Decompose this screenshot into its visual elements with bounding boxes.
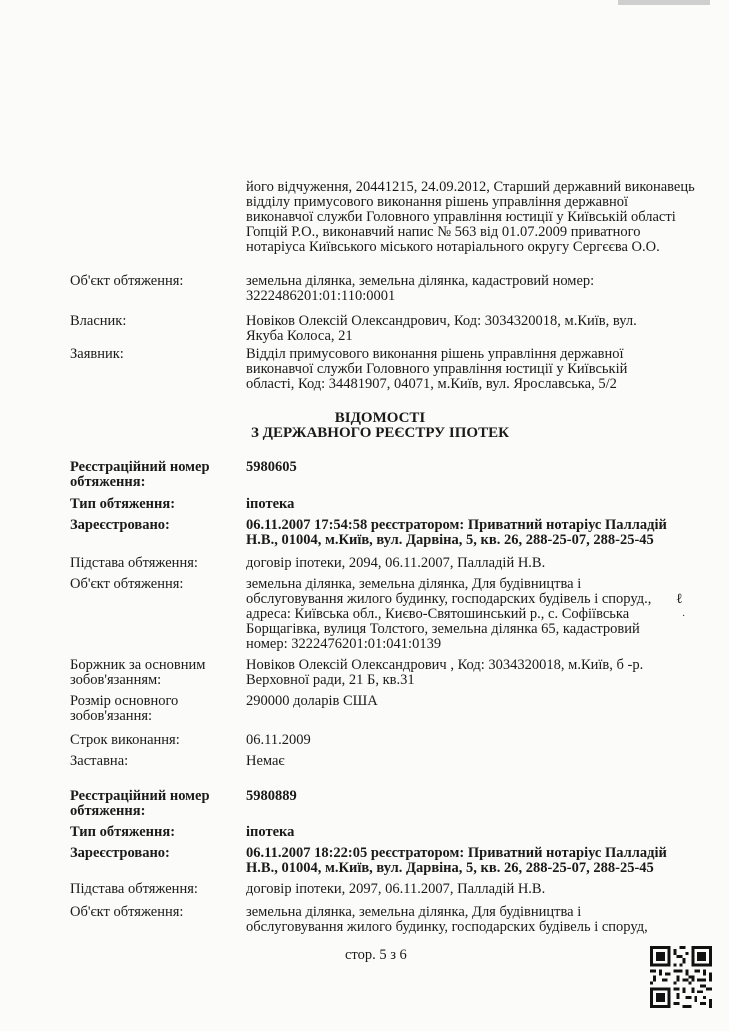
rec1-amount-value: 290000 доларів США [246,693,378,709]
scan-mark [618,0,710,5]
rec1-term-label: Строк виконання: [70,732,180,748]
intro-text: його відчуження, 20441215, 24.09.2012, Старший державний виконавець відділу примусового виконання рішень управління державної виконавчої служби Головного управління юстиції у Київській області Гопцій Р.О., виконавчий напис № 563 від 01.07.2009 приватного нотаріуса Київського міського нотаріального округу Сергєєва О.О. [246,179,695,255]
prev-applicant-label: Заявник: [70,346,124,362]
prev-applicant-value: Відділ примусового виконання рішень управління державної виконавчої служби Головного управління юстиції у Київській області, Код: 34481907, 04071, м.Київ, вул. Ярославська, 5/2 [246,346,628,392]
rec1-pledge-value: Немає [246,753,285,769]
rec1-basis-value: договір іпотеки, 2094, 06.11.2007, Палладій Н.В. [246,555,546,571]
rec2-type-value: іпотека [246,824,295,840]
rec1-reg-value: 5980605 [246,459,297,475]
prev-object-label: Об'єкт обтяження: [70,273,184,289]
rec2-type-label: Тип обтяження: [70,824,176,840]
handwritten-mark: ℓ [676,592,683,607]
prev-owner-label: Власник: [70,313,127,329]
rec1-debtor-label: Боржник за основним зобов'язанням: [70,657,206,688]
qr-code-icon [650,946,712,1008]
rec2-registered-value: 06.11.2007 18:22:05 реєстратором: Приватний нотаріус Палладій Н.В., 01004, м.Київ, вул. Дарвіна, 5, кв. 26, 288-25-07, 288-25-45 [246,845,667,876]
rec1-debtor-value: Новіков Олексій Олександрович , Код: 3034320018, м.Київ, б -р. Верховної ради, 21 Б, кв.31 [246,657,644,688]
rec1-amount-label: Розмір основного зобов'язання: [70,693,179,724]
rec2-registered-label: Зареєстровано: [70,845,170,861]
rec2-reg-label: Реєстраційний номер обтяження: [70,788,210,819]
rec1-registered-label: Зареєстровано: [70,517,170,533]
rec1-type-value: іпотека [246,496,295,512]
rec2-object-label: Об'єкт обтяження: [70,904,184,920]
rec1-object-value: земельна ділянка, земельна ділянка, Для будівництва і обслуговування жилого будинку, господарских будівель і споруд., адреса: Київська обл., Києво-Святошинський р., с. Софіївська Борщагівка, вулиця Толстого, земельна ділянка 65, кадастровий номер: 3222476201:01:041:0139 [246,576,652,652]
rec1-type-label: Тип обтяження: [70,496,176,512]
rec2-basis-value: договір іпотеки, 2097, 06.11.2007, Палладій Н.В. [246,881,546,897]
handwritten-dot: · [682,611,686,622]
rec2-reg-value: 5980889 [246,788,297,804]
rec1-reg-label: Реєстраційний номер обтяження: [70,459,210,490]
page-number: стор. 5 з 6 [345,947,407,963]
rec1-object-label: Об'єкт обтяження: [70,576,184,592]
prev-object-value: земельна ділянка, земельна ділянка, кадастровий номер: 3222486201:01:110:0001 [246,273,595,304]
section-heading-line2: З ДЕРЖАВНОГО РЕЄСТРУ ІПОТЕК [250,425,509,441]
rec1-term-value: 06.11.2009 [246,732,311,748]
rec1-pledge-label: Заставна: [70,753,129,769]
section-heading-line1: ВІДОМОСТІ [334,410,426,426]
rec1-registered-value: 06.11.2007 17:54:58 реєстратором: Приватний нотаріус Палладій Н.В., 01004, м.Київ, вул. Дарвіна, 5, кв. 26, 288-25-07, 288-25-45 [246,517,667,548]
rec2-basis-label: Підстава обтяження: [70,881,198,897]
rec2-object-value: земельна ділянка, земельна ділянка, Для будівництва і обслуговування жилого будинку, господарских будівель і споруд, [246,904,648,935]
rec1-basis-label: Підстава обтяження: [70,555,198,571]
prev-owner-value: Новіков Олексій Олександрович, Код: 3034320018, м.Київ, вул. Якуба Колоса, 21 [246,313,637,344]
